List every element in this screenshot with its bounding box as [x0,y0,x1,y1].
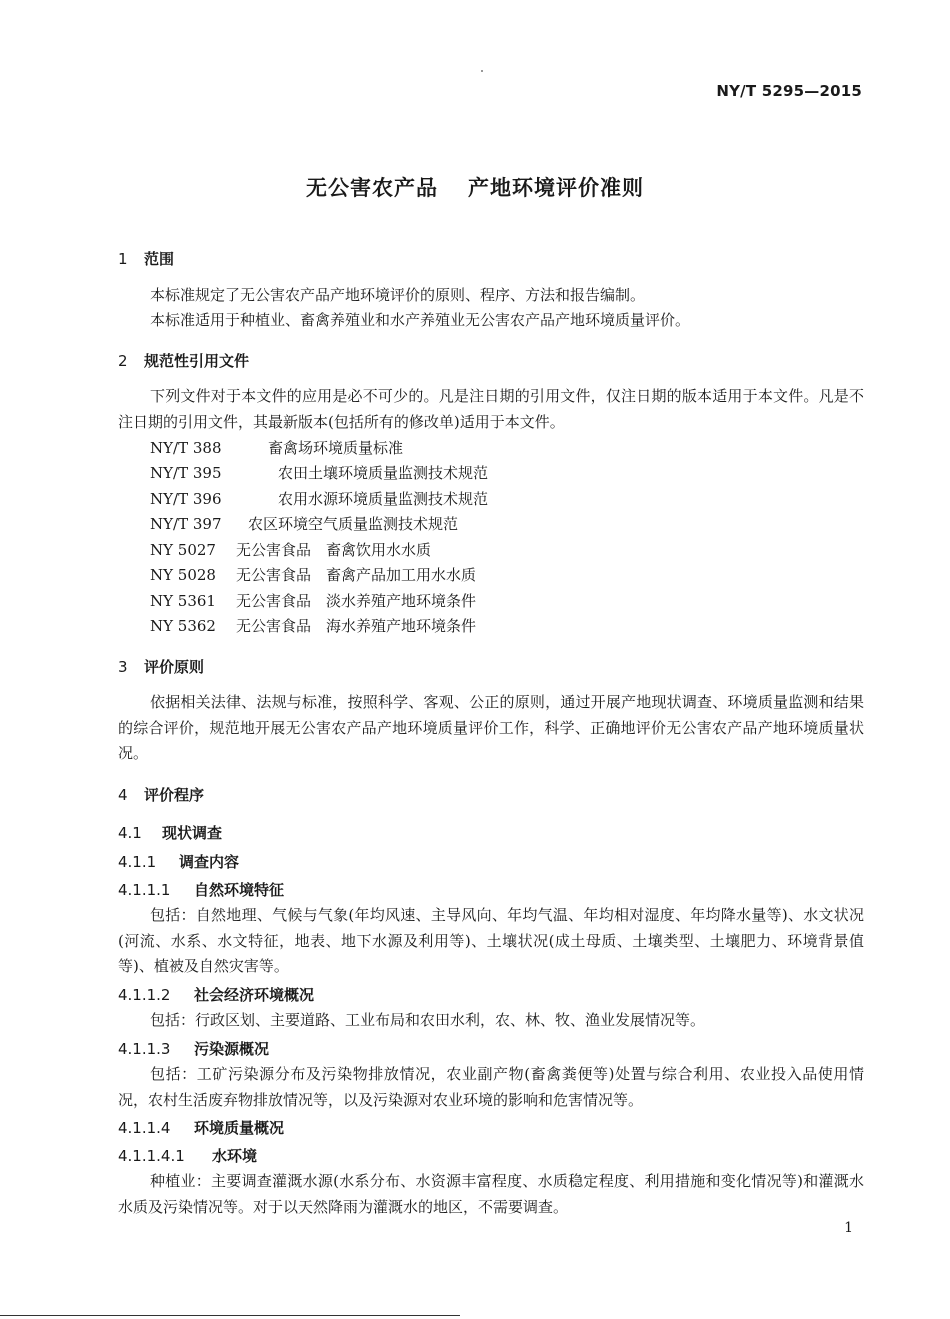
section-4-1-heading [118,822,222,843]
page-number: 1 [844,1220,853,1236]
reference-item [150,488,488,509]
reference-code: NY 5027 [150,541,216,559]
paragraph: 下列文件对于本文件的应用是必不可少的。凡是注日期的引用文件，仅注日期的版本适用于本文件。凡是不注日期的引用文件，其最新版本(包括所有的修改单)适用于本文件。 [118,387,864,431]
reference-code: NY/T 395 [150,464,222,482]
section-title: 调查内容 [179,853,240,871]
reference-code: NY/T 388 [150,439,222,457]
section-number: 4.1.1 [118,853,157,871]
section-4-1-1-4-1-heading [118,1145,257,1166]
section-title: 评价程序 [144,786,205,804]
document-title [0,172,950,202]
section-3-heading [118,656,204,677]
reference-name: 无公害食品 海水养殖产地环境条件 [236,617,477,635]
section-number: 4.1.1.4 [118,1119,171,1137]
section-title: 水环境 [212,1147,258,1165]
section-title: 自然环境特征 [194,881,285,899]
reference-item [150,462,488,483]
footer-rule [0,1315,460,1316]
section-title: 评价原则 [144,658,205,676]
paragraph: 包括：自然地理、气候与气象(年均风速、主导风向、年均气温、年均相对湿度、年均降水量等)、水文状况(河流、水系、水文特征，地表、地下水源及利用等)、土壤状况(成土母质、土壤类型、土壤肥力、环境背景值等)、植被及自然灾害等。 [118,906,864,975]
section-number: 3 [118,658,128,676]
reference-code: NY/T 396 [150,490,222,508]
section-title: 范围 [144,250,175,268]
reference-code: NY 5361 [150,592,216,610]
section-number: 4.1.1.1 [118,881,171,899]
section-1-heading [118,248,174,269]
reference-name: 农田土壤环境质量监测技术规范 [278,464,489,482]
paragraph: 依据相关法律、法规与标准，按照科学、客观、公正的原则，通过开展产地现状调查、环境质量监测和结果的综合评价，规范地开展无公害农产品产地环境质量评价工作，科学、正确地评价无公害农产品产地环境质量状况。 [118,693,864,762]
reference-name: 无公害食品 淡水养殖产地环境条件 [236,592,477,610]
paragraph: 包括：行政区划、主要道路、工业布局和农田水利，农、林、牧、渔业发展情况等。 [150,1011,706,1029]
reference-item [150,564,476,585]
title-part-1: 无公害农产品 [306,176,438,200]
section-4-heading [118,784,204,805]
reference-item [150,615,476,636]
paragraph: 本标准规定了无公害农产品产地环境评价的原则、程序、方法和报告编制。 [150,286,646,304]
section-4-1-1-3-heading [118,1038,269,1059]
section-title: 现状调查 [162,824,223,842]
reference-name: 农用水源环境质量监测技术规范 [278,490,489,508]
standard-code: NY/T 5295—2015 [716,82,862,100]
section-number: 4.1 [118,824,142,842]
section-4-1-1-2-heading [118,984,314,1005]
reference-code: NY 5362 [150,617,216,635]
section-number: 4.1.1.4.1 [118,1147,185,1165]
section-2-heading [118,350,249,371]
section-title: 环境质量概况 [194,1119,285,1137]
section-number: 4.1.1.2 [118,986,171,1004]
reference-name: 无公害食品 畜禽产品加工用水水质 [236,566,477,584]
section-title: 污染源概况 [194,1040,270,1058]
paragraph: 包括：工矿污染源分布及污染物排放情况，农业副产物(畜禽粪便等)处置与综合利用、农业投入品使用情况，农村生活废弃物排放情况等，以及污染源对农业环境的影响和危害情况等。 [118,1065,864,1109]
reference-code: NY/T 397 [150,515,222,533]
reference-name: 农区环境空气质量监测技术规范 [248,515,459,533]
reference-item [150,437,403,458]
section-title: 规范性引用文件 [144,352,250,370]
section-number: 4 [118,786,128,804]
section-4-1-1-1-heading [118,879,284,900]
reference-item [150,590,476,611]
section-number: 1 [118,250,128,268]
section-number: 2 [118,352,128,370]
paragraph: 本标准适用于种植业、畜禽养殖业和水产养殖业无公害农产品产地环境质量评价。 [150,311,691,329]
section-4-1-1-heading [118,851,239,872]
reference-item [150,513,458,534]
section-4-1-1-4-heading [118,1117,284,1138]
scan-speck [481,70,483,72]
reference-name: 畜禽场环境质量标准 [268,439,404,457]
reference-name: 无公害食品 畜禽饮用水水质 [236,541,432,559]
reference-code: NY 5028 [150,566,216,584]
section-number: 4.1.1.3 [118,1040,171,1058]
paragraph: 种植业：主要调查灌溉水源(水系分布、水资源丰富程度、水质稳定程度、利用措施和变化情况等)和灌溉水水质及污染情况等。对于以天然降雨为灌溉水的地区，不需要调查。 [118,1172,864,1216]
section-title: 社会经济环境概况 [194,986,315,1004]
reference-item [150,539,431,560]
title-part-2: 产地环境评价准则 [468,176,644,200]
